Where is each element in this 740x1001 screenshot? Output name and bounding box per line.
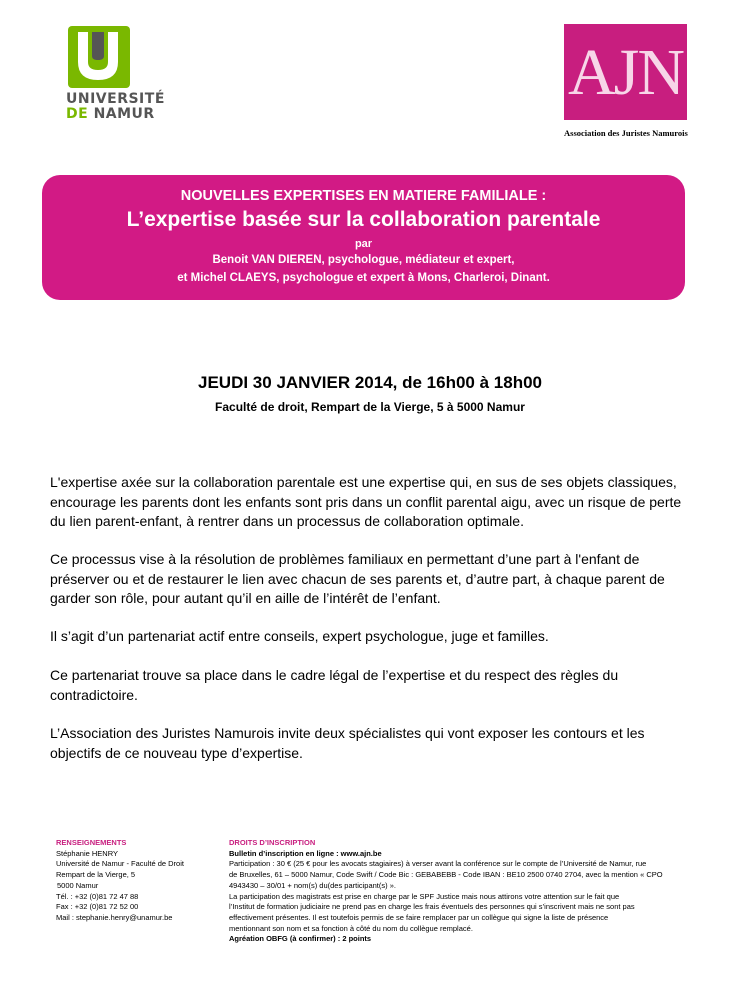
footer-contact-line: Université de Namur - Faculté de Droit	[56, 859, 184, 869]
paragraph-1: L'expertise axée sur la collaboration parentale est une expertise qui, en sus de ses objets classiques, encourage les parents dont les enfants sont pris dans un conflit parental aigu, avec un risque de perte du lien parent-enfant, à rentrer dans un processus de collaboration optimale.	[50, 474, 682, 529]
paragraph-2: Ce processus vise à la résolution de problèmes familiaux en permettant d’une part à l'enfant de préserver ou et de restaurer le lien avec chacun de ses parents et, d’autre part, à chaque parent de garder son rôle, pour autant qu’il en aille de l’intérêt de l’enfant.	[50, 551, 665, 606]
ajn-caption: Association des Juristes Namurois	[564, 128, 688, 138]
un-line1: UNIVERSITÉ	[66, 91, 165, 107]
footer-magistrats-line: mentionnant son nom et sa fonction à côté du nom du collègue remplacé.	[229, 923, 473, 933]
banner-speaker-1: Benoit VAN DIEREN, psychologue, médiateur et expert,	[212, 254, 515, 266]
title-banner	[42, 175, 685, 300]
banner-speaker-2: et Michel CLAEYS, psychologue et expert à Mons, Charleroi, Dinant.	[177, 272, 550, 284]
footer-contact-line: Tél. : +32 (0)81 72 47 88	[56, 891, 139, 901]
paragraph-5: L’Association des Juristes Namurois invite deux spécialistes qui vont exposer les contours et les objectifs de ce nouveau type d’expertise.	[50, 725, 645, 761]
footer-contact-line: Stéphanie HENRY	[56, 848, 118, 858]
footer-registration-heading: DROITS D’INSCRIPTION	[229, 838, 316, 847]
footer-contact-email[interactable]: Mail : stephanie.henry@unamur.be	[56, 912, 173, 922]
banner-by: par	[354, 238, 373, 250]
footer-agreation: Agréation OBFG (à confirmer) : 2 points	[229, 934, 372, 944]
footer-contact-heading: RENSEIGNEMENTS	[56, 838, 127, 847]
un-line2-de: DE	[66, 106, 89, 122]
footer-magistrats-line: La participation des magistrats est prise en charge par le SPF Justice mais nous attirons votre attention sur le fait que	[229, 891, 620, 901]
un-logo-icon	[68, 26, 130, 88]
event-date: JEUDI 30 JANVIER 2014, de 16h00 à 18h00	[198, 373, 542, 392]
paragraph-3: Il s’agit d’un partenariat actif entre conseils, expert psychologue, juge et familles.	[50, 628, 549, 644]
un-line2-namur: NAMUR	[93, 106, 155, 122]
footer-contact-line: Rempart de la Vierge, 5	[56, 870, 136, 880]
footer-magistrats-line: effectivement présentes. Il est toutefois permis de se faire remplacer par un collègue qui signe la liste de présence	[229, 912, 609, 922]
footer-registration	[229, 838, 689, 945]
footer-participation-line: de Bruxelles, 61 – 5000 Namur, Code Swift / Code Bic : GEBABEBB - Code IBAN : BE10 2500 0740 2704, avec la mention « CPO	[229, 870, 663, 880]
footer-contact-line: Fax : +32 (0)81 72 52 00	[56, 902, 139, 912]
un-wordmark	[66, 92, 166, 122]
banner-title: L’expertise basée sur la collaboration parentale	[126, 208, 601, 231]
footer-magistrats-line: l’Institut de formation judiciaire ne prend pas en charge les frais éventuels des personnes qui s’inscrivent mais ne sont pas	[229, 902, 635, 912]
banner-subtitle: NOUVELLES EXPERTISES EN MATIERE FAMILIALE :	[180, 188, 547, 204]
footer-contact-line: 5000 Namur	[57, 880, 99, 890]
ajn-logo	[564, 24, 687, 120]
footer-contact	[56, 838, 221, 924]
ajn-letters: AJN	[567, 36, 683, 109]
universite-namur-logo	[66, 26, 166, 122]
footer-participation-line: 4943430 – 30/01 + nom(s) du(des participant(s) ».	[229, 880, 396, 890]
event-place: Faculté de droit, Rempart de la Vierge, 5 à 5000 Namur	[215, 400, 525, 414]
footer-participation-line: Participation : 30 € (25 € pour les avocats stagiaires) à verser avant la conférence sur le compte de l’Université de Namur, rue	[229, 859, 647, 869]
paragraph-4: Ce partenariat trouve sa place dans le cadre légal de l’expertise et du respect des règles du contradictoire.	[50, 667, 619, 703]
footer-bulletin-link[interactable]: Bulletin d’inscription en ligne : www.ajn.be	[229, 848, 382, 858]
